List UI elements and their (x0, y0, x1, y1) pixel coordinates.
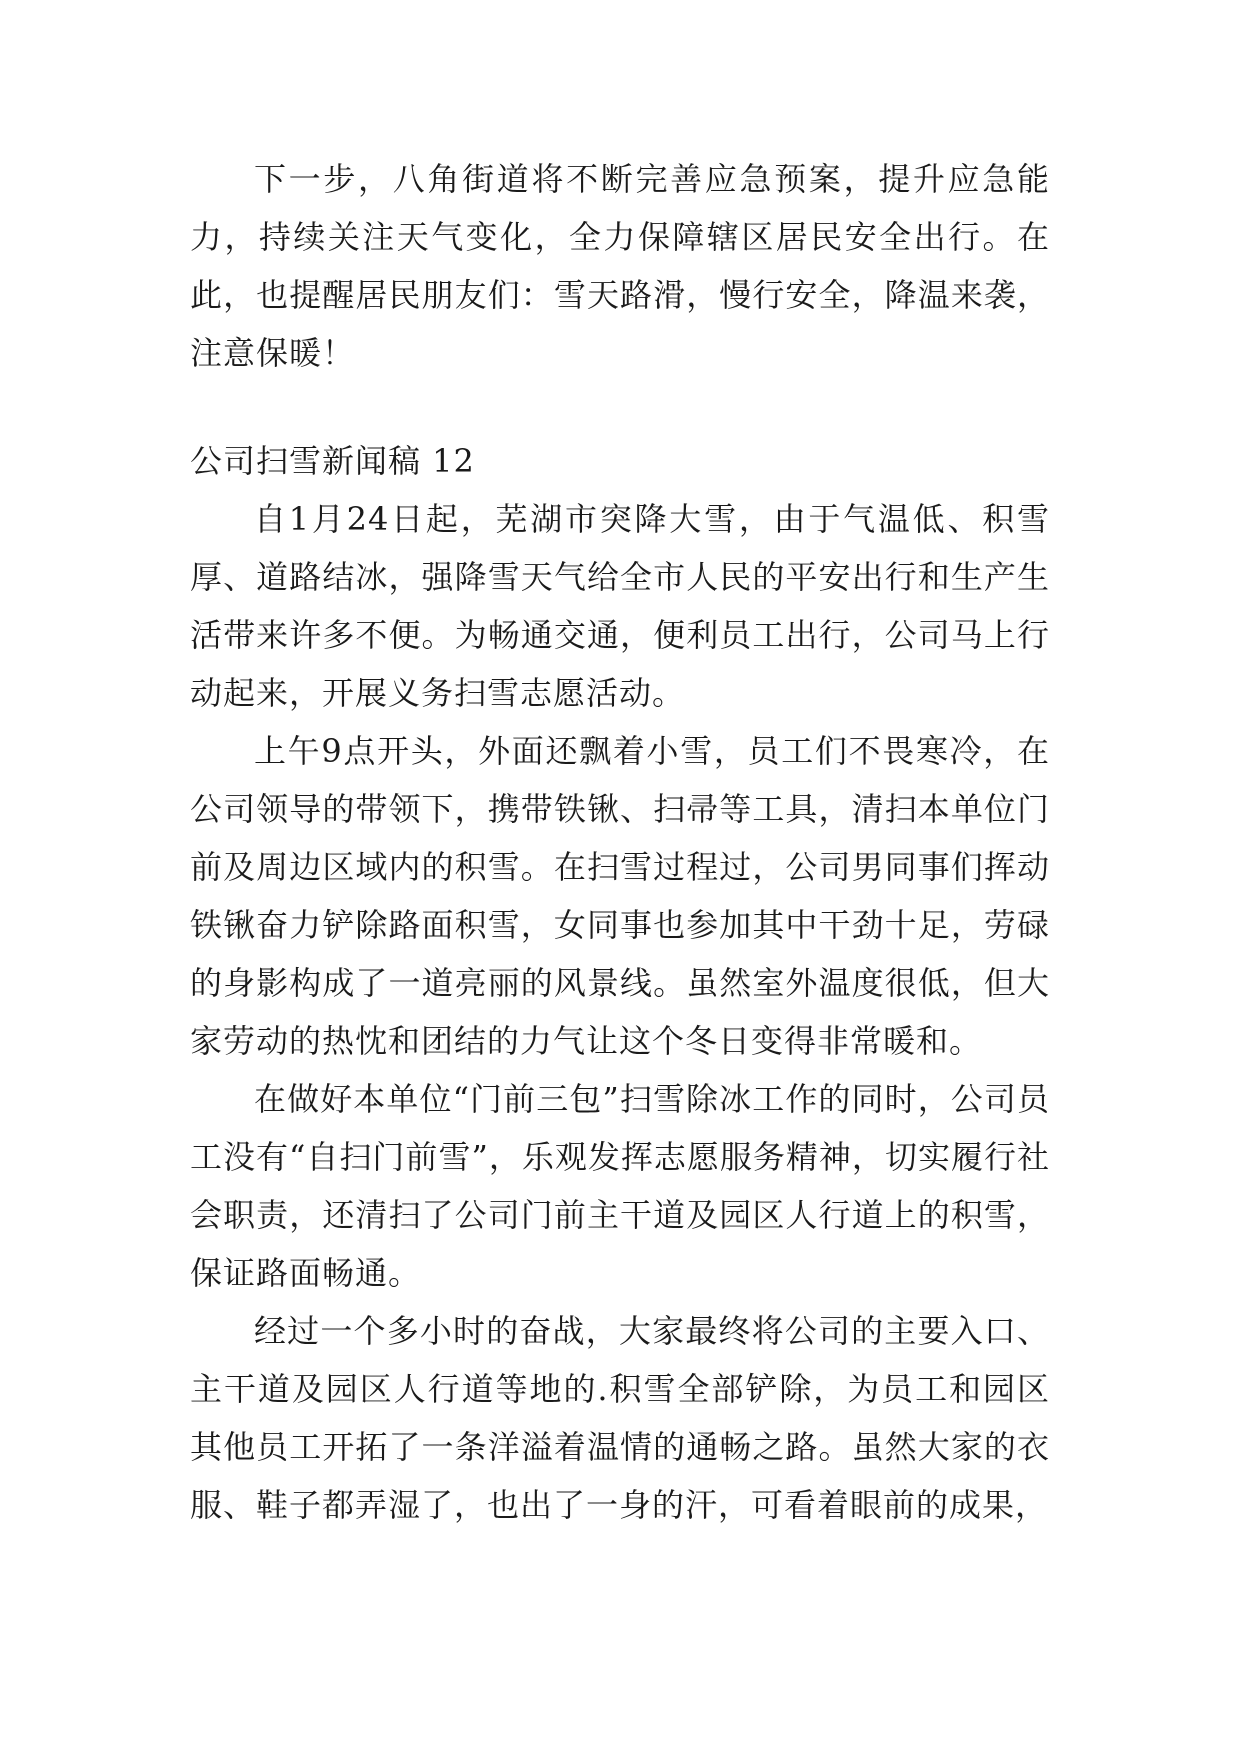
body-paragraph-4: 经过一个多小时的奋战，大家最终将公司的主要入口、主干道及园区人行道等地的.积雪全部铲除，为员工和园区其他员工开拓了一条洋溢着温情的通畅之路。虽然大家的衣服、鞋子都弄湿了，也出了一身的汗，可看着眼前的成果， (190, 1312, 1050, 1524)
body-paragraph-2: 上午9点开头，外面还飘着小雪，员工们不畏寒冷，在公司领导的带领下，携带铁锹、扫帚等工具，清扫本单位门前及周边区域内的积雪。在扫雪过程过，公司男同事们挥动铁锹奋力铲除路面积雪，女同事也参加其中干劲十足，劳碌的身影构成了一道亮丽的风景线。虽然室外温度很低，但大家劳动的热忱和团结的力气让这个冬日变得非常暖和。 (190, 732, 1050, 1060)
body-paragraph-3: 在做好本单位“门前三包”扫雪除冰工作的同时，公司员工没有“自扫门前雪”，乐观发挥志愿服务精神，切实履行社会职责，还清扫了公司门前主干道及园区人行道上的积雪，保证路面畅通。 (190, 1080, 1050, 1292)
intro-paragraph: 下一步，八角街道将不断完善应急预案，提升应急能力，持续关注天气变化，全力保障辖区居民安全出行。在此，也提醒居民朋友们：雪天路滑，慢行安全，降温来袭，注意保暖！ (190, 160, 1050, 372)
body-paragraph-1: 自1月24日起，芜湖市突降大雪，由于气温低、积雪厚、道路结冰，强降雪天气给全市人民的平安出行和生产生活带来许多不便。为畅通交通，便利员工出行，公司马上行动起来，开展义务扫雪志愿活动。 (190, 500, 1050, 712)
section-title: 公司扫雪新闻稿 12 (190, 442, 475, 480)
document-body (190, 150, 1050, 1534)
